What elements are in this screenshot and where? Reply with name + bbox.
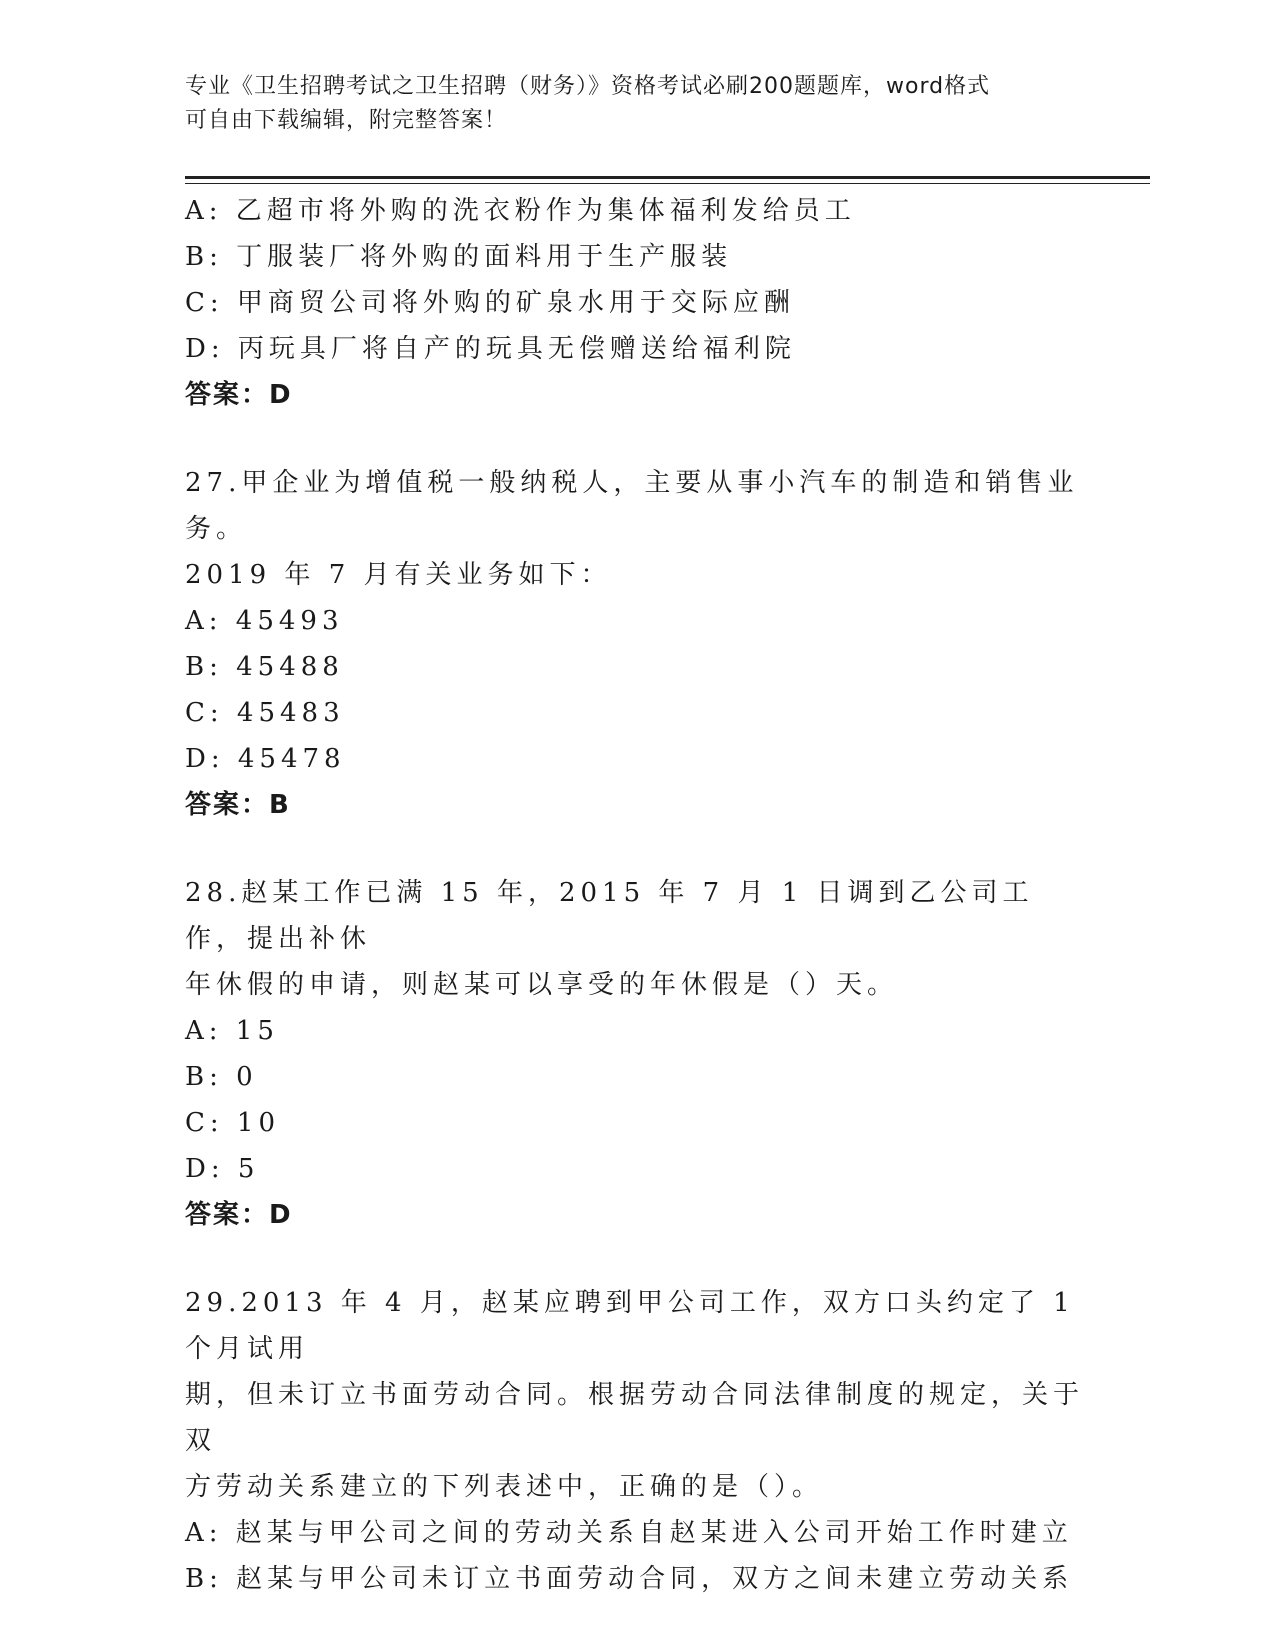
option-a: A: 15 bbox=[185, 1016, 279, 1046]
header-line-1: 专业《卫生招聘考试之卫生招聘（财务）》资格考试必刷200题题库，word格式 bbox=[185, 74, 991, 99]
question-stem-line: 2019 年 7 月有关业务如下： bbox=[185, 560, 612, 590]
question-stem-line: 29.2013 年 4 月，赵某应聘到甲公司工作，双方口头约定了 1 个月试用 bbox=[185, 1288, 1075, 1364]
option-a: A: 45493 bbox=[185, 606, 344, 636]
option-b: B: 赵某与甲公司未订立书面劳动合同，双方之间未建立劳动关系 bbox=[185, 1564, 1074, 1594]
answer: 答案：D bbox=[185, 1200, 293, 1230]
option-a: A: 乙超市将外购的洗衣粉作为集体福利发给员工 bbox=[185, 196, 856, 226]
option-c: C: 10 bbox=[185, 1108, 281, 1138]
question-stem-line: 期，但未订立书面劳动合同。根据劳动合同法律制度的规定，关于双 bbox=[185, 1380, 1085, 1456]
header-rule-thin bbox=[185, 183, 1150, 184]
question-28 bbox=[185, 870, 1085, 1238]
question-stem-line: 27.甲企业为增值税一般纳税人，主要从事小汽车的制造和销售业务。 bbox=[185, 468, 1079, 544]
question-stem-line: 方劳动关系建立的下列表述中，正确的是（）。 bbox=[185, 1472, 824, 1502]
question-27 bbox=[185, 460, 1085, 828]
document-header bbox=[185, 70, 1065, 138]
document-body bbox=[185, 188, 1085, 1602]
question-stem-line: 28.赵某工作已满 15 年，2015 年 7 月 1 日调到乙公司工作，提出补休 bbox=[185, 878, 1034, 954]
header-rule-thick bbox=[185, 176, 1150, 179]
header-line-2: 可自由下载编辑，附完整答案！ bbox=[185, 108, 508, 133]
question-26-partial bbox=[185, 188, 1085, 418]
option-d: D: 丙玩具厂将自产的玩具无偿赠送给福利院 bbox=[185, 334, 796, 364]
option-d: D: 45478 bbox=[185, 744, 346, 774]
question-29 bbox=[185, 1280, 1085, 1602]
question-stem-line: 年休假的申请，则赵某可以享受的年休假是（）天。 bbox=[185, 970, 899, 1000]
answer: 答案：D bbox=[185, 380, 293, 410]
option-b: B: 丁服装厂将外购的面料用于生产服装 bbox=[185, 242, 733, 272]
option-d: D: 5 bbox=[185, 1154, 260, 1184]
answer: 答案：B bbox=[185, 790, 291, 820]
option-b: B: 0 bbox=[185, 1062, 258, 1092]
option-b: B: 45488 bbox=[185, 652, 344, 682]
option-c: C: 45483 bbox=[185, 698, 345, 728]
option-a: A: 赵某与甲公司之间的劳动关系自赵某进入公司开始工作时建立 bbox=[185, 1518, 1073, 1548]
option-c: C: 甲商贸公司将外购的矿泉水用于交际应酬 bbox=[185, 288, 795, 318]
